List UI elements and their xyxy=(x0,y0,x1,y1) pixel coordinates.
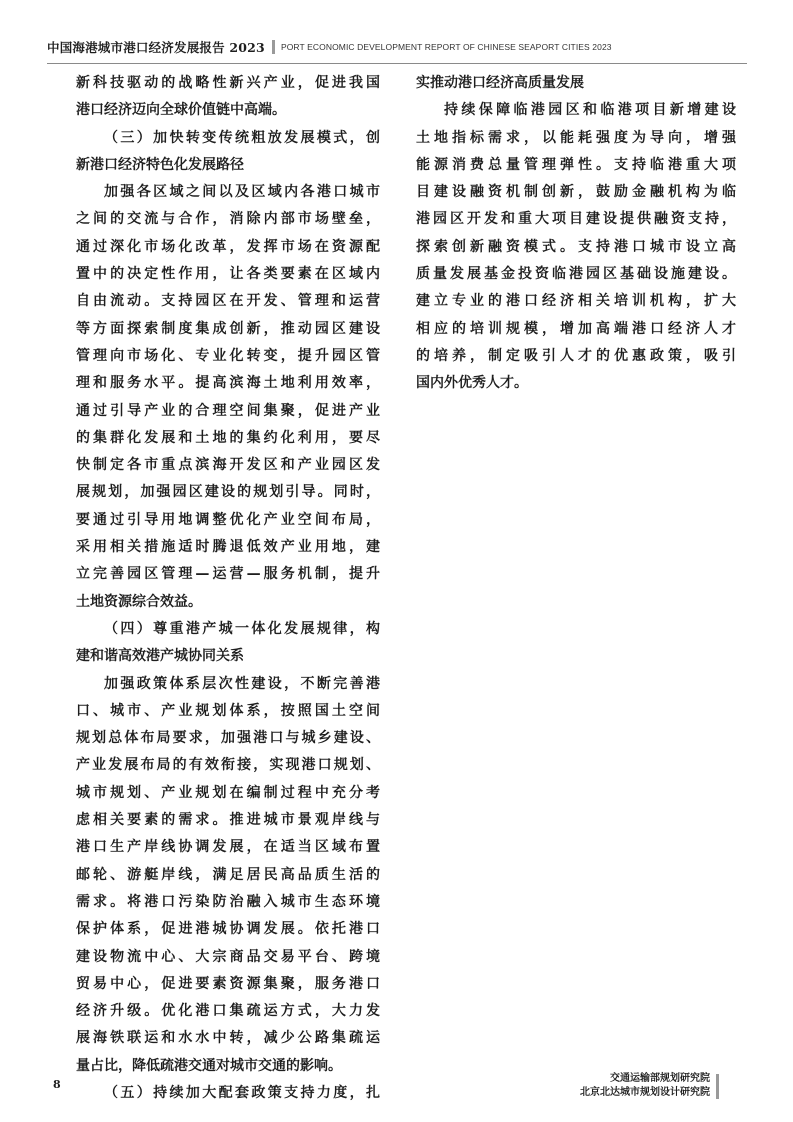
text-line: 新港口经济特色化发展路径 xyxy=(76,156,244,173)
right-text-column xyxy=(416,70,736,398)
left-text-column xyxy=(76,70,380,1107)
text-line: （三）加快转变传统粗放发展模式，创 xyxy=(104,129,380,146)
text-line: 加强政策体系层次性建设，不断完善港 xyxy=(104,675,380,692)
text-line: 展规划，加强园区建设的规划引导。同时， xyxy=(76,484,380,501)
text-line: 建立专业的港口经济相关培训机构，扩大 xyxy=(416,293,736,310)
text-line: 经济升级。优化港口集疏运方式，大力发 xyxy=(76,1003,380,1020)
header-rule xyxy=(47,63,747,64)
text-line: 新科技驱动的战略性新兴产业，促进我国 xyxy=(76,75,380,91)
text-line: 等方面探索制度集成创新，推动园区建设 xyxy=(76,320,380,337)
text-line: 建设物流中心、大宗商品交易平台、跨境 xyxy=(76,948,380,965)
page-header xyxy=(47,37,747,57)
text-line: 立完善园区管理—运营—服务机制，提升 xyxy=(76,566,380,583)
text-line: 展海铁联运和水水中转，减少公路集疏运 xyxy=(76,1030,380,1047)
text-line: 目建设融资机制创新，鼓励金融机构为临 xyxy=(416,184,736,201)
text-line: 自由流动。支持园区在开发、管理和运营 xyxy=(76,293,380,310)
text-line: 探索创新融资模式。支持港口城市设立高 xyxy=(416,238,736,255)
text-line: 土地指标需求，以能耗强度为导向，增强 xyxy=(416,129,736,146)
text-line: 城市规划、产业规划在编制过程中充分考 xyxy=(76,784,380,801)
institution-name-1: 交通运输部规划研究院 xyxy=(610,1073,710,1084)
text-line: 加强各区域之间以及区域内各港口城市 xyxy=(104,184,380,201)
text-line: 通过深化市场化改革，发挥市场在资源配 xyxy=(76,238,380,255)
text-line: 量占比，降低疏港交通对城市交通的影响。 xyxy=(76,1057,342,1074)
header-divider xyxy=(272,40,275,54)
text-line: 的集群化发展和土地的集约化利用，要尽 xyxy=(76,429,380,446)
page-number: 8 xyxy=(53,1078,61,1091)
text-line: 国内外优秀人才。 xyxy=(416,375,528,392)
institution-name-2: 北京北达城市规划设计研究院 xyxy=(580,1087,710,1098)
text-line: 实推动港口经济高质量发展 xyxy=(416,75,584,91)
text-line: 土地资源综合效益。 xyxy=(76,593,202,610)
footer-institutions xyxy=(580,1072,710,1100)
text-line: 港口经济迈向全球价值链中高端。 xyxy=(76,102,286,119)
text-line: 快制定各市重点滨海开发区和产业园区发 xyxy=(76,457,380,474)
text-line: 建和谐高效港产城协同关系 xyxy=(76,648,244,665)
text-line: 保护体系，促进港城协调发展。依托港口 xyxy=(76,921,380,938)
text-line: 通过引导产业的合理空间集聚，促进产业 xyxy=(76,402,380,419)
text-line: 持续保障临港园区和临港项目新增建设 xyxy=(444,102,736,119)
text-line: 管理向市场化、专业化转变，提升园区管 xyxy=(76,347,380,364)
text-line: （四）尊重港产城一体化发展规律，构 xyxy=(104,620,380,637)
text-line: 贸易中心，促进要素资源集聚，服务港口 xyxy=(76,975,380,992)
text-line: 理和服务水平。提高滨海土地利用效率， xyxy=(76,375,380,392)
text-line: 置中的决定性作用，让各类要素在区域内 xyxy=(76,266,380,283)
footer-divider xyxy=(716,1074,719,1099)
text-line: 的培养，制定吸引人才的优惠政策，吸引 xyxy=(416,347,736,364)
text-line: 采用相关措施适时腾退低效产业用地，建 xyxy=(76,539,380,556)
text-line: 质量发展基金投资临港园区基础设施建设。 xyxy=(416,266,736,283)
text-line: 相应的培训规模，增加高端港口经济人才 xyxy=(416,320,736,337)
text-line: 港园区开发和重大项目建设提供融资支持， xyxy=(416,211,736,228)
header-title-cn: 中国海港城市港口经济发展报告 2023 xyxy=(47,40,265,55)
text-line: 产业发展布局的有效衔接，实现港口规划、 xyxy=(76,757,380,774)
text-line: （五）持续加大配套政策支持力度，扎 xyxy=(104,1084,380,1101)
text-line: 港口生产岸线协调发展，在适当区域布置 xyxy=(76,839,380,856)
text-line: 之间的交流与合作，消除内部市场壁垒， xyxy=(76,211,380,228)
text-line: 要通过引导用地调整优化产业空间布局， xyxy=(76,511,380,528)
text-line: 口、城市、产业规划体系，按照国土空间 xyxy=(76,702,380,719)
text-line: 规划总体布局要求，加强港口与城乡建设、 xyxy=(76,730,380,747)
text-line: 虑相关要素的需求。推进城市景观岸线与 xyxy=(76,812,380,829)
text-line: 能源消费总量管理弹性。支持临港重大项 xyxy=(416,156,736,173)
header-title-en: PORT ECONOMIC DEVELOPMENT REPORT OF CHINESE SEAPORT CITIES 2023 xyxy=(280,42,612,52)
text-line: 邮轮、游艇岸线，满足居民高品质生活的 xyxy=(76,866,380,883)
text-line: 需求。将港口污染防治融入城市生态环境 xyxy=(76,893,380,910)
